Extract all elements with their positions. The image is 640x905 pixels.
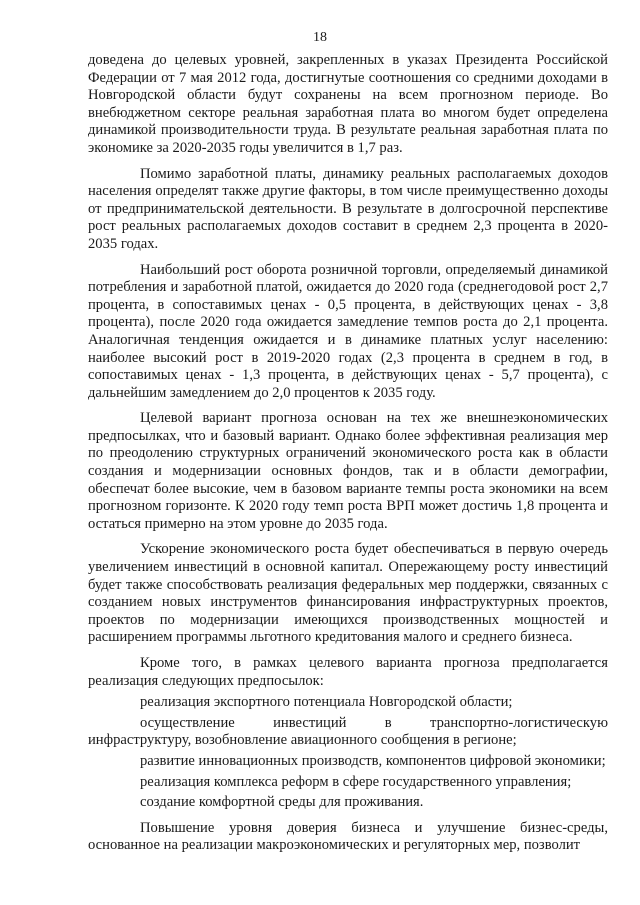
list-item: создание комфортной среды для проживания. (140, 794, 424, 811)
paragraph: Ускорение экономического роста будет обеспечиваться в первую очередь увеличением инвестиций в основной капитал. Опережающему росту инвестиций будет также способствовать реализация федеральных мер поддержки, связанных с созданием новых инструментов финансирования инфраструктурных проектов, проектов по модернизации имеющихся производственных мощностей и расширением программы льготного кредитования малого и среднего бизнеса. (88, 541, 608, 646)
list-item: развитие инновационных производств, компонентов цифровой экономики; (140, 752, 606, 769)
paragraph: Наибольший рост оборота розничной торговли, определяемый динамикой потребления и заработной платой, ожидается до 2020 года (среднегодовой рост 2,7 процента, в сопоставимых ценах - 0,5 процента, в действующих ценах - 3,8 процента), после 2020 года ожидается замедление темпов роста до 2,1 процента. Аналогичная тенденция ожидается и в динамике платных услуг населению: наиболее высокий рост в 2019-2020 годах (2,3 процента в среднем в год, в сопоставимых ценах - 1,3 процента, в действующих ценах - 5,7 процента), с дальнейшим замедлением до 2,0 процентов к 2035 году. (88, 261, 608, 401)
paragraph: Повышение уровня доверия бизнеса и улучшение бизнес-среды, основанное на реализации макроэкономических и регуляторных мер, позволит (88, 819, 608, 854)
paragraph: Помимо заработной платы, динамику реальных располагаемых доходов населения определят также другие факторы, в том числе преимущественно доходы от предпринимательской деятельности. В результате в долгосрочной перспективе рост реальных располагаемых доходов составит в среднем 2,3 процента в 2020-2035 годах. (88, 165, 608, 252)
body-text (88, 52, 608, 855)
page-number: 18 (313, 30, 327, 45)
list-item: осуществление инвестиций в транспортно-логистическую инфраструктуру, возобновление авиационного сообщения в регионе; (88, 714, 608, 749)
paragraph: Целевой вариант прогноза основан на тех же внешнеэкономических предпосылках, что и базовый вариант. Однако более эффективная реализация мер по преодолению структурных ограничений экономического роста как в области создания и модернизации основных фондов, так и в области демографии, обеспечат более высокие, чем в базовом варианте темпы роста экономики на всем прогнозном горизонте. К 2020 году темп роста ВРП может достичь 1,8 процента и остаться примерно на этом уровне до 2035 года. (88, 410, 608, 532)
list-item: реализация комплекса реформ в сфере государственного управления; (140, 773, 572, 790)
paragraph: Кроме того, в рамках целевого варианта прогноза предполагается реализация следующих предпосылок: (88, 655, 608, 689)
paragraph-continuation: доведена до целевых уровней, закрепленных в указах Президента Российской Федерации от 7 мая 2012 года, достигнутые соотношения со средними доходами в Новгородской области будут сохранены на всем прогнозном периоде. Во внебюджетном секторе реальная заработная плата во многом будет определена динамикой производительности труда. В результате реальная заработная плата по экономике за 2020-2035 годы увеличится в 1,7 раз. (88, 52, 608, 156)
list-item: реализация экспортного потенциала Новгородской области; (140, 694, 513, 711)
